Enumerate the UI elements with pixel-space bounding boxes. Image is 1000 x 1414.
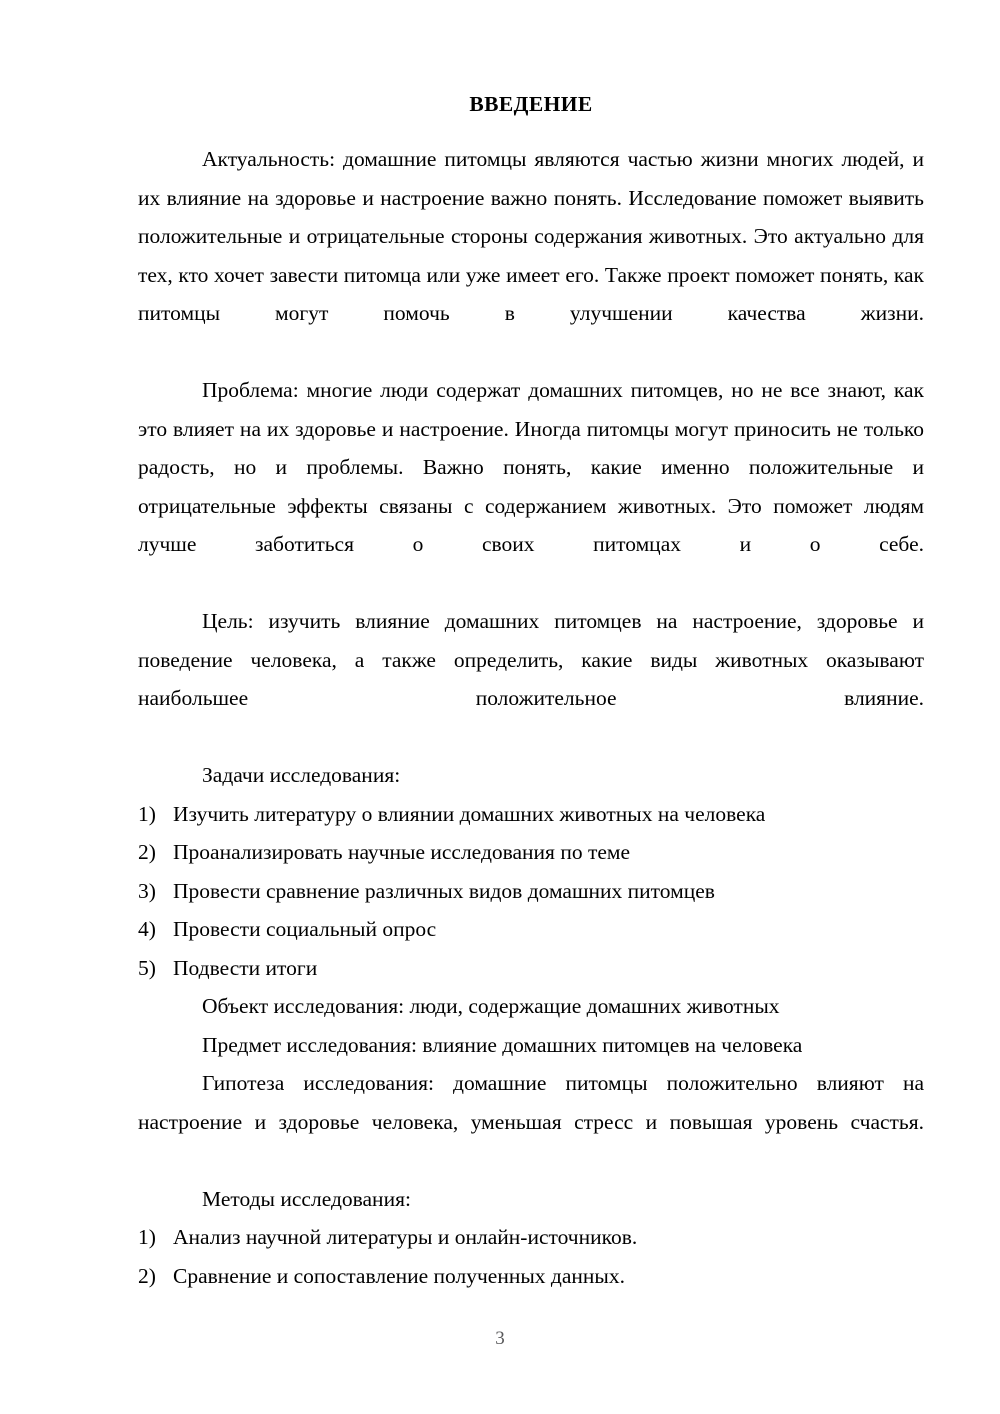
list-marker: 2)	[138, 840, 156, 865]
list-item	[138, 1257, 924, 1296]
list-item-label: Сравнение и сопоставление полученных данных.	[173, 1263, 625, 1288]
list-marker: 5)	[138, 955, 156, 980]
page-number: 3	[495, 1328, 505, 1349]
list-item-label: Анализ научной литературы и онлайн-источников.	[173, 1225, 638, 1250]
list-marker: 4)	[138, 917, 156, 942]
paragraph-relevance: Актуальность: домашние питомцы являются частью жизни многих людей, и их влияние на здоровье и настроение важно понять. Исследование поможет выявить положительные и отрицательные стороны содержания животных. Это актуально для тех, кто хочет завести питомца или уже имеет его. Также проект поможет понять, как питомцы могут помочь в улучшении качества жизни.	[138, 147, 924, 326]
methods-heading: Методы исследования:	[202, 1186, 411, 1211]
document-body	[138, 88, 924, 1295]
tasks-list	[138, 795, 924, 988]
list-item-label: Подвести итоги	[173, 955, 318, 980]
list-item	[138, 872, 924, 911]
list-marker: 2)	[138, 1263, 156, 1288]
list-item	[138, 1218, 924, 1257]
list-item-label: Провести сравнение различных видов домашних питомцев	[173, 878, 715, 903]
paragraph-hypothesis: Гипотеза исследования: домашние питомцы положительно влияют на настроение и здоровье человека, уменьшая стресс и повышая уровень счастья.	[138, 1071, 924, 1134]
list-item	[138, 949, 924, 988]
list-item-label: Проанализировать научные исследования по теме	[173, 840, 631, 865]
paragraph-object: Объект исследования: люди, содержащие домашних животных	[202, 994, 780, 1019]
paragraph-subject: Предмет исследования: влияние домашних питомцев на человека	[202, 1032, 803, 1057]
list-item-label: Провести социальный опрос	[173, 917, 437, 942]
list-item-label: Изучить литературу о влиянии домашних животных на человека	[173, 801, 766, 826]
methods-list	[138, 1218, 924, 1295]
list-item	[138, 795, 924, 834]
page-title: ВВЕДЕНИЕ	[469, 92, 593, 116]
paragraph-problem: Проблема: многие люди содержат домашних питомцев, но не все знают, как это влияет на их здоровье и настроение. Иногда питомцы могут приносить не только радость, но и проблемы. Важно понять, какие именно положительные и отрицательные эффекты связаны с содержанием животных. Это поможет людям лучше заботиться о своих питомцах и о себе.	[138, 378, 924, 557]
list-item	[138, 910, 924, 949]
list-marker: 1)	[138, 1225, 156, 1250]
list-marker: 1)	[138, 801, 156, 826]
tasks-heading: Задачи исследования:	[202, 763, 401, 788]
list-marker: 3)	[138, 878, 156, 903]
list-item	[138, 833, 924, 872]
paragraph-goal: Цель: изучить влияние домашних питомцев на настроение, здоровье и поведение человека, а также определить, какие виды животных оказывают наибольшее положительное влияние.	[138, 609, 924, 711]
